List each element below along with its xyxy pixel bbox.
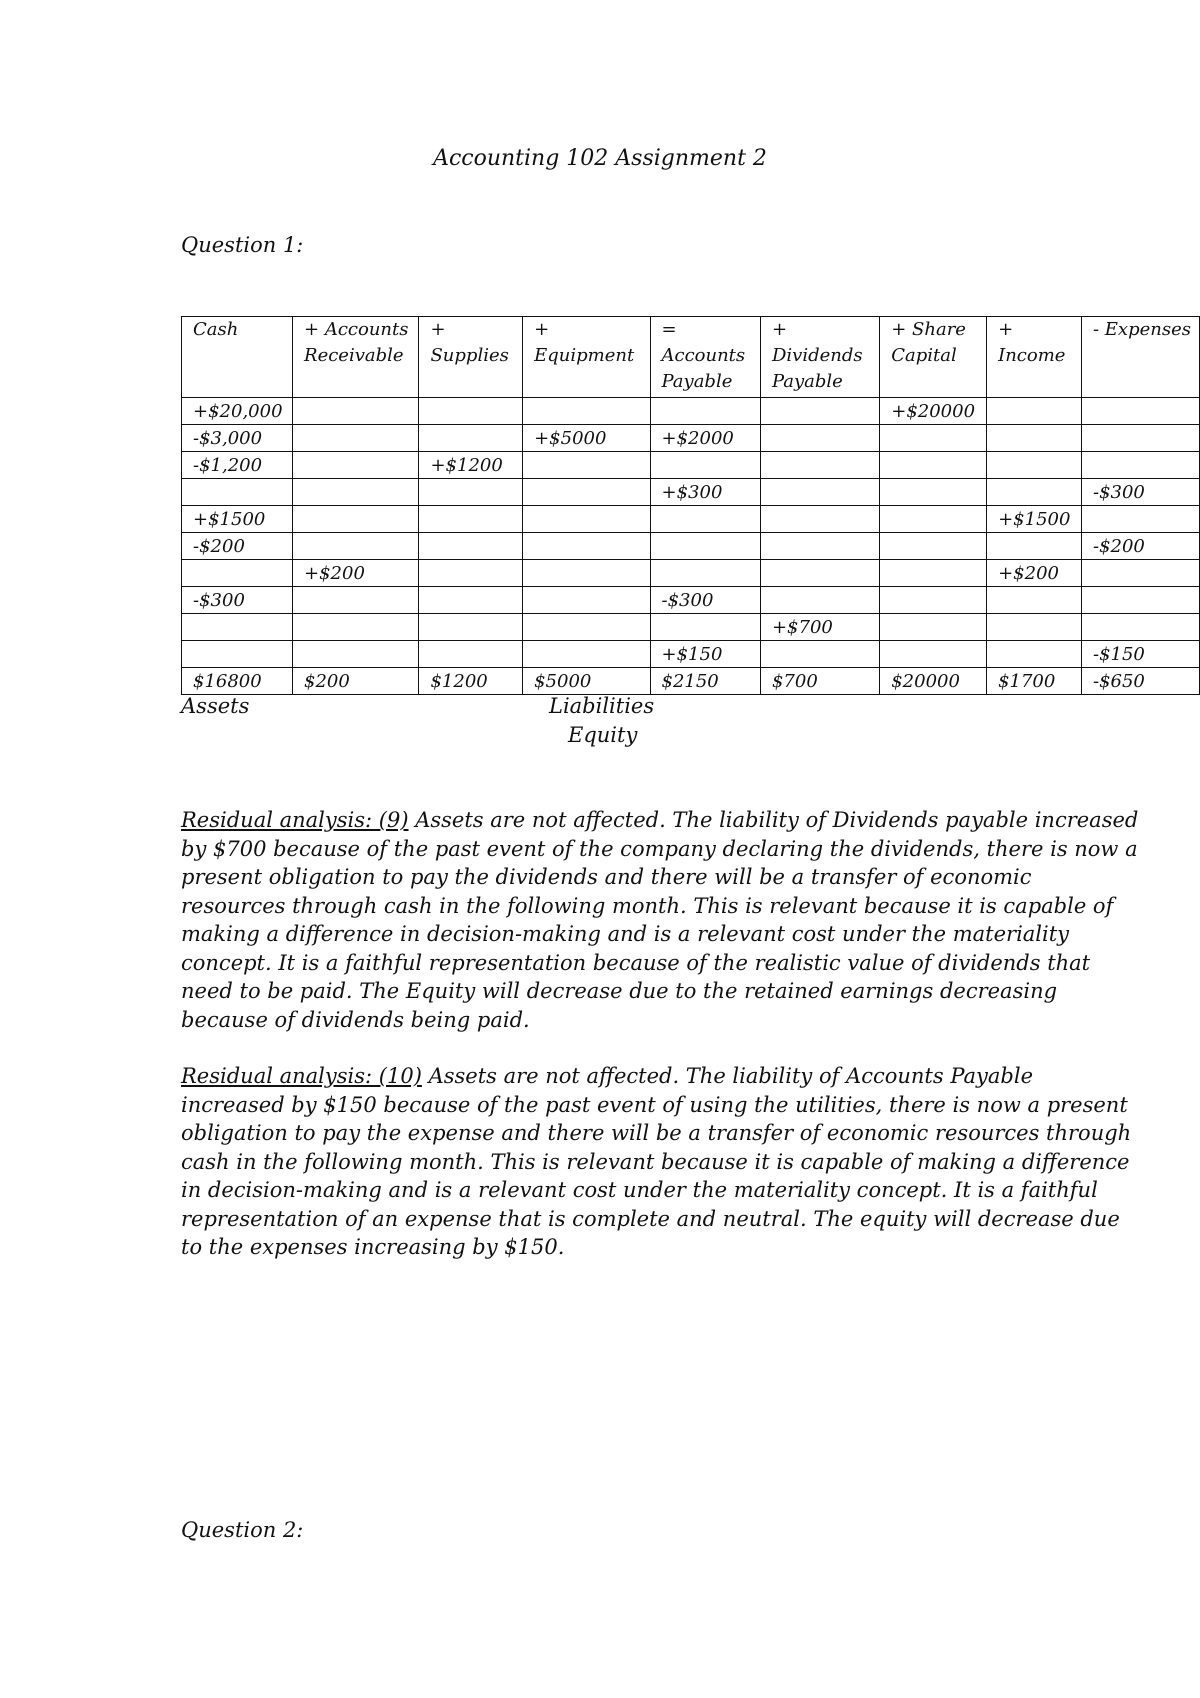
table-totals-row-cell: $1200 xyxy=(419,668,523,695)
table-row xyxy=(182,533,1200,560)
table-row-cell xyxy=(987,425,1082,452)
table-row xyxy=(182,398,1200,425)
table-row xyxy=(182,560,1200,587)
table-row-cell xyxy=(1081,560,1199,587)
table-row xyxy=(182,479,1200,506)
table-row-cell: -$200 xyxy=(182,533,293,560)
table-row-cell xyxy=(880,641,987,668)
table-row-cell: -$1,200 xyxy=(182,452,293,479)
table-row-cell xyxy=(419,479,523,506)
table-row-cell xyxy=(182,614,293,641)
table-row-cell xyxy=(650,452,760,479)
table-row-cell: +$2000 xyxy=(650,425,760,452)
table-header-row-cell: + Dividends Payable xyxy=(760,317,879,398)
table-row-cell xyxy=(1081,506,1199,533)
table-row-cell xyxy=(760,641,879,668)
document-title: Accounting 102 Assignment 2 xyxy=(433,146,767,171)
table-row-cell xyxy=(293,587,419,614)
table-header-row-cell: + Supplies xyxy=(419,317,523,398)
table-row-cell xyxy=(293,452,419,479)
table-row-cell xyxy=(760,533,879,560)
table-row-cell: -$200 xyxy=(1081,533,1199,560)
table-row-cell xyxy=(523,452,650,479)
table-row-cell xyxy=(419,506,523,533)
table-row xyxy=(182,506,1200,533)
table-header-row-cell: Cash xyxy=(182,317,293,398)
residual-analysis-10 xyxy=(181,1062,1141,1262)
residual-analysis-9 xyxy=(181,806,1141,1034)
table-row-cell xyxy=(523,479,650,506)
table-row-cell xyxy=(987,452,1082,479)
table-row-cell xyxy=(419,398,523,425)
table-header-row-cell: + Accounts Receivable xyxy=(293,317,419,398)
equity-label: Equity xyxy=(568,723,638,747)
table-row-cell: +$200 xyxy=(987,560,1082,587)
table-row-cell: +$1500 xyxy=(987,506,1082,533)
table-row-cell xyxy=(523,560,650,587)
table-row-cell xyxy=(419,533,523,560)
table-header-row-cell: = Accounts Payable xyxy=(650,317,760,398)
table-row-cell: +$150 xyxy=(650,641,760,668)
table-row-cell xyxy=(182,479,293,506)
table-row-cell: +$200 xyxy=(293,560,419,587)
table-totals-row-cell: $20000 xyxy=(880,668,987,695)
liabilities-label: Liabilities xyxy=(549,694,655,718)
table-row-cell: -$300 xyxy=(1081,479,1199,506)
table-row-cell xyxy=(880,506,987,533)
table-row xyxy=(182,641,1200,668)
table-row-cell xyxy=(987,587,1082,614)
accounting-equation-table xyxy=(181,316,1200,695)
table-row-cell xyxy=(1081,614,1199,641)
table-row-cell xyxy=(523,506,650,533)
table-totals-row xyxy=(182,668,1200,695)
table-totals-row-cell: $2150 xyxy=(650,668,760,695)
table-row-cell: -$150 xyxy=(1081,641,1199,668)
table-row xyxy=(182,587,1200,614)
table-row xyxy=(182,452,1200,479)
residual-analysis-10-body: Assets are not affected. The liability of Accounts Payable increased by $150 because of the past event of using the utilities, there is now a present obligation to pay the expense and there will be a transfer of economic resources through cash in the following month. This is relevant because it is capable of making a difference in decision-making and is a relevant cost under the materiality concept. It is a faithful representation of an expense that is complete and neutral. The equity will decrease due to the expenses increasing by $150. xyxy=(181,1064,1132,1259)
table-row-cell xyxy=(880,560,987,587)
table-row-cell xyxy=(987,641,1082,668)
table-row-cell xyxy=(880,614,987,641)
table-row-cell xyxy=(987,533,1082,560)
residual-analysis-9-lead: Residual analysis: (9) xyxy=(181,808,409,832)
table-row-cell xyxy=(760,425,879,452)
table-header-row-cell: + Equipment xyxy=(523,317,650,398)
table-row-cell xyxy=(419,614,523,641)
table-row-cell: +$1200 xyxy=(419,452,523,479)
residual-analysis-10-lead: Residual analysis: (10) xyxy=(181,1064,422,1088)
table-totals-row-cell: $5000 xyxy=(523,668,650,695)
table-header-row xyxy=(182,317,1200,398)
table-row-cell xyxy=(880,452,987,479)
table-row-cell: -$3,000 xyxy=(182,425,293,452)
table-row-cell xyxy=(523,641,650,668)
table-row-cell xyxy=(650,614,760,641)
table-row-cell xyxy=(880,479,987,506)
table-header-row-cell: - Expenses xyxy=(1081,317,1199,398)
table-row-cell xyxy=(419,587,523,614)
table-row-cell xyxy=(987,479,1082,506)
table-row-cell: -$300 xyxy=(182,587,293,614)
table-row-cell xyxy=(650,560,760,587)
table-row xyxy=(182,425,1200,452)
table-row-cell xyxy=(760,560,879,587)
table-header-row-cell: + Share Capital xyxy=(880,317,987,398)
table-header-row-cell: + Income xyxy=(987,317,1082,398)
table-row-cell: -$300 xyxy=(650,587,760,614)
table-row-cell: +$1500 xyxy=(182,506,293,533)
table-row-cell: +$5000 xyxy=(523,425,650,452)
table-row-cell xyxy=(1081,452,1199,479)
table-row-cell xyxy=(1081,425,1199,452)
table-row-cell xyxy=(760,506,879,533)
table-row xyxy=(182,614,1200,641)
table-row-cell xyxy=(880,425,987,452)
table-row-cell xyxy=(650,533,760,560)
table-row-cell xyxy=(760,452,879,479)
table-row-cell xyxy=(293,614,419,641)
table-row-cell xyxy=(987,614,1082,641)
table-row-cell xyxy=(293,533,419,560)
table-row-cell xyxy=(760,587,879,614)
table-row-cell xyxy=(293,479,419,506)
table-row-cell xyxy=(760,479,879,506)
table-row-cell xyxy=(1081,587,1199,614)
table-row-cell xyxy=(1081,398,1199,425)
table-row-cell xyxy=(293,641,419,668)
assets-label: Assets xyxy=(181,694,250,718)
table-row-cell xyxy=(182,641,293,668)
table-row-cell xyxy=(523,587,650,614)
table-totals-row-cell: -$650 xyxy=(1081,668,1199,695)
table-totals-row-cell: $200 xyxy=(293,668,419,695)
question-2-heading: Question 2: xyxy=(181,1518,304,1542)
table-row-cell xyxy=(293,398,419,425)
table-row-cell xyxy=(880,533,987,560)
question-1-heading: Question 1: xyxy=(181,233,304,257)
table-row-cell: +$20,000 xyxy=(182,398,293,425)
table-row-cell: +$700 xyxy=(760,614,879,641)
table-row-cell xyxy=(419,560,523,587)
table-row-cell xyxy=(419,425,523,452)
table-row-cell xyxy=(650,506,760,533)
table-row-cell xyxy=(523,614,650,641)
table-row-cell xyxy=(523,533,650,560)
table-row-cell xyxy=(182,560,293,587)
table-totals-row-cell: $700 xyxy=(760,668,879,695)
table-row-cell xyxy=(987,398,1082,425)
table-totals-row-cell: $1700 xyxy=(987,668,1082,695)
table-row-cell xyxy=(523,398,650,425)
table-row-cell: +$300 xyxy=(650,479,760,506)
residual-analysis-9-body: Assets are not affected. The liability of Dividends payable increased by $700 because of the past event of the company declaring the dividends, there is now a present obligation to pay the dividends and there will be a transfer of economic resources through cash in the following month. This is relevant because it is capable of making a difference in decision-making and is a relevant cost under the materiality concept. It is a faithful representation because of the realistic value of dividends that need to be paid. The Equity will decrease due to the retained earnings decreasing because of dividends being paid. xyxy=(181,808,1139,1032)
table-row-cell xyxy=(293,506,419,533)
table-row-cell xyxy=(650,398,760,425)
table-row-cell xyxy=(760,398,879,425)
table-row-cell xyxy=(880,587,987,614)
table-row-cell xyxy=(419,641,523,668)
table-totals-row-cell: $16800 xyxy=(182,668,293,695)
table-row-cell xyxy=(293,425,419,452)
table-row-cell: +$20000 xyxy=(880,398,987,425)
